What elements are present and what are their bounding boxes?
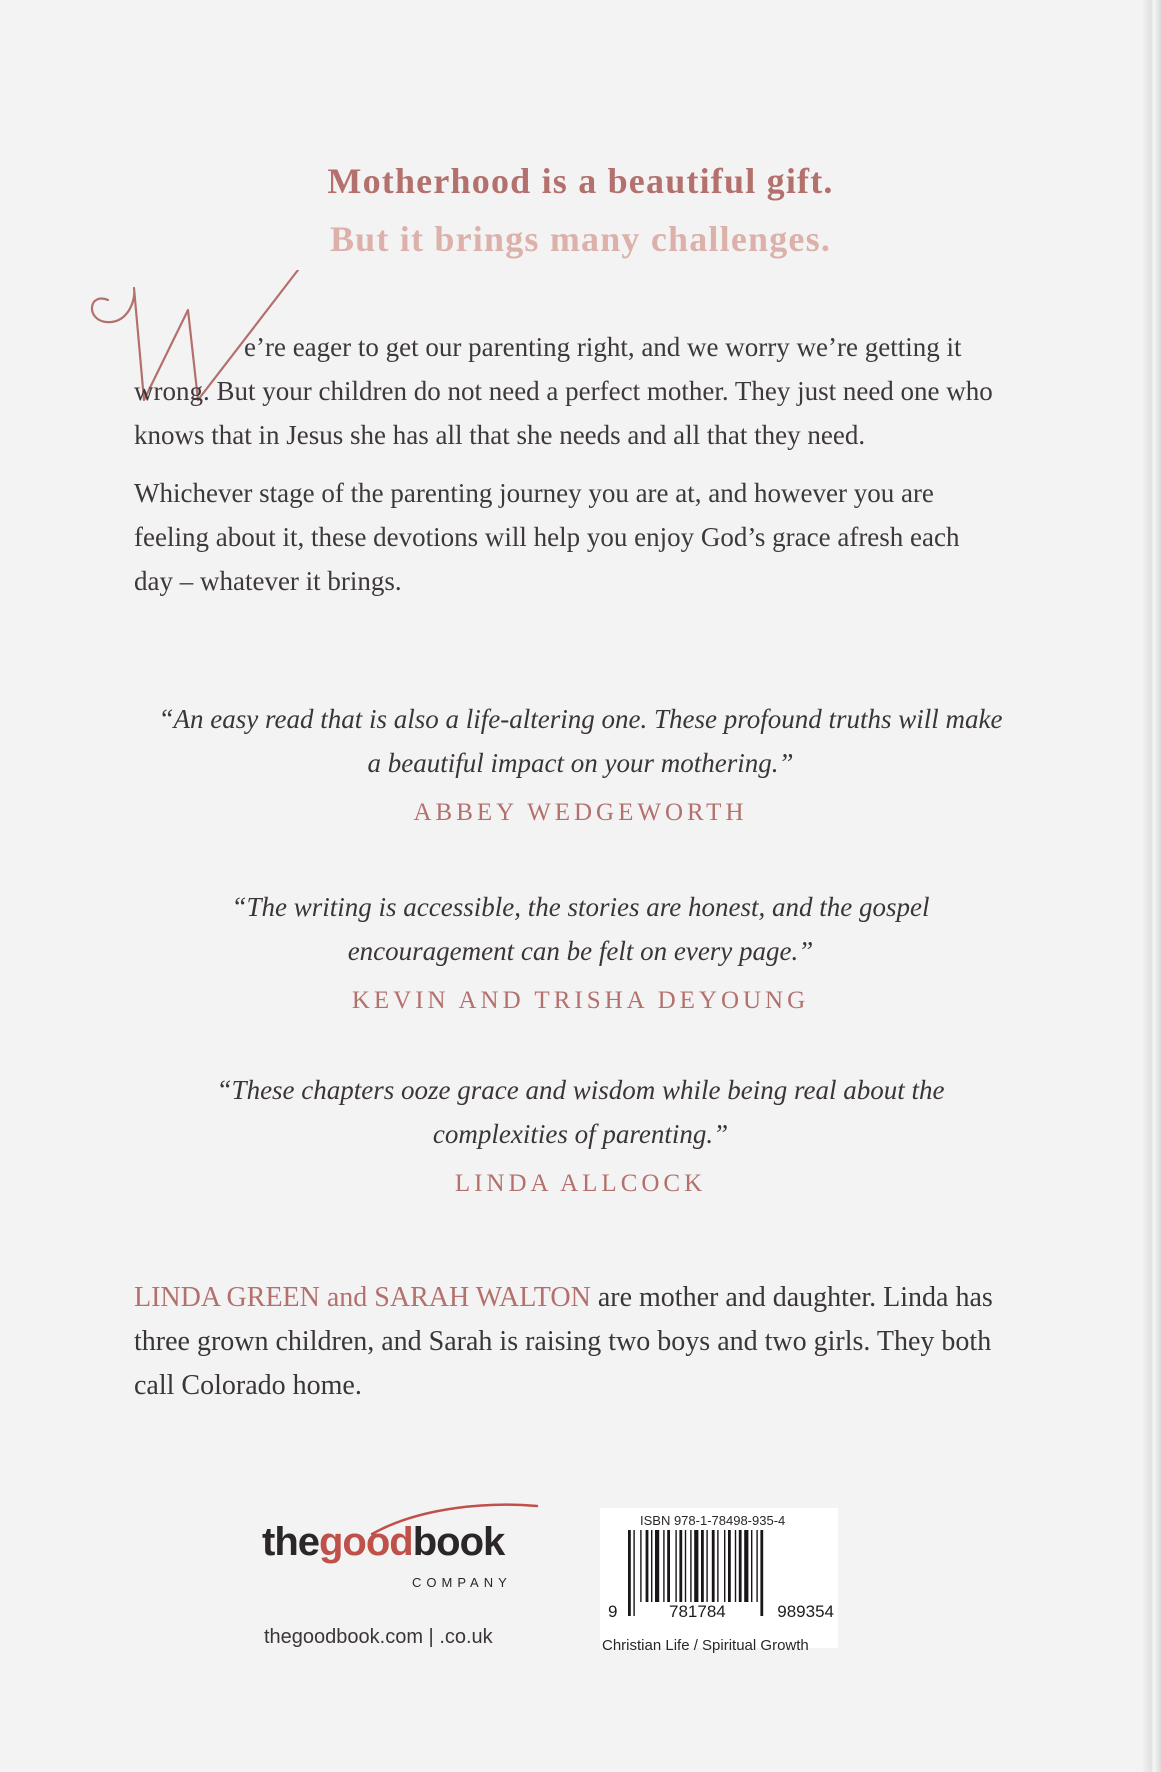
isbn-number: ISBN 978-1-78498-935-4 xyxy=(640,1513,786,1528)
barcode-bar xyxy=(646,1530,649,1602)
barcode-bar xyxy=(651,1530,652,1602)
endorsement-2 xyxy=(0,885,1161,1015)
endorsement-quote: “These chapters ooze grace and wisdom while being real about the complexities of parenting.” xyxy=(216,1075,945,1149)
endorsement-quote: “The writing is accessible, the stories are honest, and the gospel encouragement can be felt on every page.” xyxy=(231,892,930,966)
barcode-bar xyxy=(728,1530,731,1602)
barcode-bar xyxy=(675,1530,676,1602)
book-category: Christian Life / Spiritual Growth xyxy=(602,1637,809,1654)
endorsement-author: ABBEY WEDGEWORTH xyxy=(413,799,748,826)
headline-line-2: But it brings many challenges. xyxy=(329,219,832,259)
barcode-bar xyxy=(690,1530,691,1602)
publisher-wordmark xyxy=(262,1520,504,1565)
headline xyxy=(0,152,1161,268)
headline-line-1: Motherhood is a beautiful gift. xyxy=(327,161,834,201)
publisher-company: COMPANY xyxy=(412,1575,512,1590)
barcode-bar xyxy=(744,1530,748,1602)
wordmark-book: book xyxy=(412,1520,505,1564)
intro-paragraph-1: e’re eager to get our parenting right, and we worry we’re getting it wrong. But your children do not need a perfect mother. They just need one who knows that in Jesus she has all that she needs and all that they need. xyxy=(134,332,993,450)
author-names: LINDA GREEN and SARAH WALTON xyxy=(134,1282,591,1313)
barcode-bar xyxy=(667,1530,670,1602)
barcode-bar xyxy=(739,1530,742,1602)
endorsement-author: KEVIN AND TRISHA DEYOUNG xyxy=(351,987,810,1014)
barcode-bar xyxy=(735,1530,736,1602)
barcode-bar xyxy=(706,1530,707,1602)
wordmark-good: good xyxy=(319,1520,413,1564)
endorsement-1 xyxy=(0,697,1161,827)
barcode-right-digits: 989354 xyxy=(777,1602,834,1621)
author-bio xyxy=(134,1276,996,1408)
wordmark-the: the xyxy=(262,1520,319,1564)
author-bio-text: are mother and daughter. Linda has three grown children, and Sarah is raising two boys and two girls. They both call Colorado home. xyxy=(134,1282,993,1401)
intro-paragraph-2: Whichever stage of the parenting journey you are at, and however you are feeling about it, these devotions will help you enjoy God’s grace afresh each day – whatever it brings. xyxy=(134,478,960,596)
intro-text xyxy=(134,325,996,603)
barcode-bar xyxy=(717,1530,718,1602)
endorsement-author: LINDA ALLCOCK xyxy=(454,1170,707,1197)
barcode-bar xyxy=(685,1530,686,1602)
barcode-bar xyxy=(655,1530,659,1602)
barcode-bar xyxy=(756,1530,757,1602)
barcode-bar xyxy=(724,1530,725,1602)
barcode-digits xyxy=(606,1602,836,1622)
barcode-bar xyxy=(751,1530,752,1602)
barcode-bar xyxy=(679,1530,682,1602)
barcode-bar xyxy=(640,1530,641,1602)
barcode-bar xyxy=(712,1530,715,1602)
barcode-left-digits: 781784 xyxy=(669,1602,726,1621)
barcode-lead-digit: 9 xyxy=(608,1602,618,1621)
endorsement-quote: “An easy read that is also a life-altering one. These profound truths will make a beautiful impact on your mothering.” xyxy=(158,704,1003,778)
barcode-bar xyxy=(663,1530,664,1602)
publisher-url: thegoodbook.com | .co.uk xyxy=(264,1626,493,1648)
endorsement-3 xyxy=(0,1068,1161,1198)
